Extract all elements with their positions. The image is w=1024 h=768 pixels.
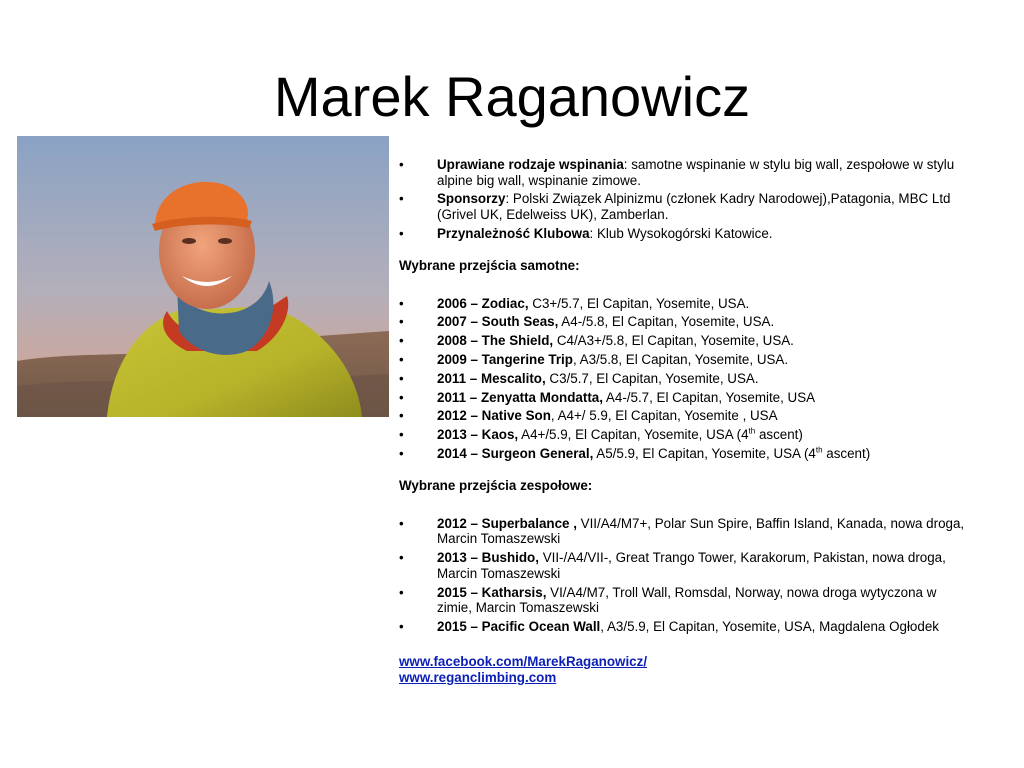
portrait-photo <box>17 136 389 417</box>
list-item: • 2008 – The Shield, C4/A3+/5.8, El Capitan, Yosemite, USA. <box>399 333 794 349</box>
bullet-icon: • <box>399 157 404 172</box>
links-block <box>399 654 974 685</box>
list-item: • 2013 – Kaos, A4+/5.9, El Capitan, Yosemite, USA (4th ascent) <box>399 426 803 443</box>
list-item: • 2006 – Zodiac, C3+/5.7, El Capitan, Yosemite, USA. <box>399 295 750 311</box>
bullet-icon: • <box>399 295 404 311</box>
bullet-icon: • <box>399 191 404 207</box>
list-item: • 2012 – Native Son, A4+/ 5.9, El Capitan, Yosemite , USA <box>399 408 778 424</box>
team-list <box>399 516 974 634</box>
bullet-icon: • <box>399 515 404 531</box>
bullet-icon: • <box>399 618 404 634</box>
solo-heading: Wybrane przejścia samotne: <box>399 258 580 274</box>
list-item: • 2007 – South Seas, A4-/5.8, El Capitan, Yosemite, USA. <box>399 314 775 330</box>
list-item: • Przynależność Klubowa: Klub Wysokogórski Katowice. <box>399 225 773 241</box>
list-item: • 2015 – Pacific Ocean Wall, A3/5.9, El Capitan, Yosemite, USA, Magdalena Ogłodek <box>399 618 939 634</box>
website-link[interactable]: www.reganclimbing.com <box>399 669 557 685</box>
bullet-icon: • <box>399 445 404 461</box>
profile-content <box>399 157 974 685</box>
bullet-icon: • <box>399 333 404 349</box>
list-item: • 2014 – Surgeon General, A5/5.9, El Capitan, Yosemite, USA (4th ascent) <box>399 445 871 461</box>
solo-list <box>399 296 974 462</box>
list-item: • Uprawiane rodzaje wspinania: samotne wspinanie w stylu big wall, zespołowe w stylu alpine big wall, wspinanie zimowe. <box>399 157 955 188</box>
bullet-icon: • <box>399 550 404 566</box>
slide-title: Marek Raganowicz <box>273 65 751 128</box>
bullet-icon: • <box>399 389 404 405</box>
list-item: • 2011 – Mescalito, C3/5.7, El Capitan, Yosemite, USA. <box>399 370 759 386</box>
facebook-link[interactable]: www.facebook.com/MarekRaganowicz/ <box>399 654 648 670</box>
list-item: • 2013 – Bushido, VII-/A4/VII-, Great Trango Tower, Karakorum, Pakistan, nowa droga, Marcin Tomaszewski <box>399 550 946 581</box>
list-item: • 2012 – Superbalance , VII/A4/M7+, Polar Sun Spire, Baffin Island, Kanada, nowa droga, Marcin Tomaszewski <box>399 515 965 547</box>
bullet-icon: • <box>399 314 404 330</box>
team-heading: Wybrane przejścia zespołowe: <box>399 478 593 494</box>
list-item: • 2015 – Katharsis, VI/A4/M7, Troll Wall, Romsdal, Norway, nowa droga wytyczona w zimie, Marcin Tomaszewski <box>399 584 937 616</box>
bullet-icon: • <box>399 584 404 600</box>
bullet-icon: • <box>399 408 404 424</box>
bullet-icon: • <box>399 370 404 386</box>
list-item: • 2011 – Zenyatta Mondatta, A4-/5.7, El Capitan, Yosemite, USA <box>399 389 816 405</box>
list-item: • Sponsorzy: Polski Związek Alpinizmu (członek Kadry Narodowej),Patagonia, MBC Ltd (Grivel UK, Edelweiss UK), Zamberlan. <box>399 191 951 222</box>
list-item: • 2009 – Tangerine Trip, A3/5.8, El Capitan, Yosemite, USA. <box>399 351 789 367</box>
info-list <box>399 157 974 241</box>
bullet-icon: • <box>399 225 404 241</box>
bullet-icon: • <box>399 427 404 443</box>
bullet-icon: • <box>399 351 404 367</box>
